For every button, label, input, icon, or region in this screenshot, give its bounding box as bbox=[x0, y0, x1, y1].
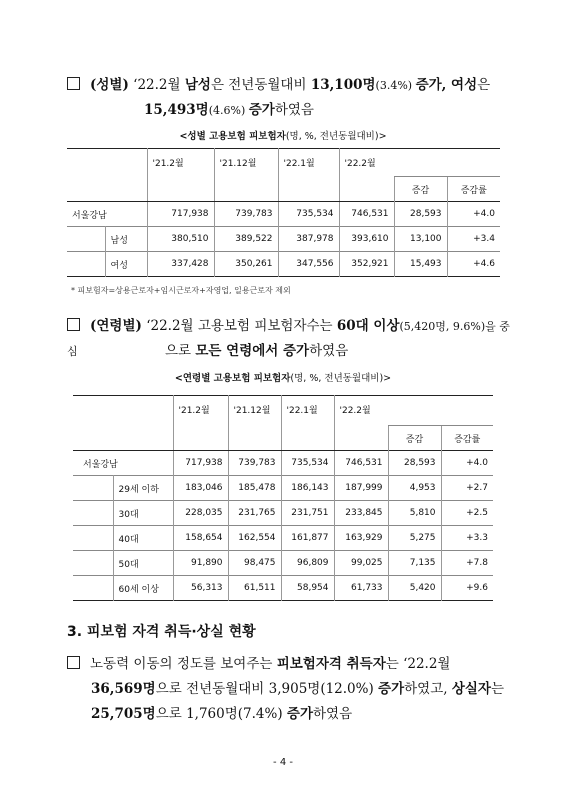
gender-paragraph-line2: 15,493명(4.6%) 증가하였음 bbox=[144, 102, 314, 118]
table-row: 29세 이하 183,046 185,478 186,143 187,999 4,953 +2.7 bbox=[73, 476, 493, 501]
table-footnote: * 피보험자=상용근로자+임시근로자+자영업, 일용근로자 제외 bbox=[71, 286, 291, 295]
age-table-caption: <연령별 고용보험 피보험자(명, %, 전년동월대비)> bbox=[174, 373, 392, 384]
gender-table-caption: <성별 고용보험 피보험자(명, %, 전년동월대비)> bbox=[179, 131, 387, 142]
table-row: 여성 337,428 350,261 347,556 352,921 15,493 +4.6 bbox=[67, 252, 500, 277]
checkbox-square-icon bbox=[67, 77, 80, 90]
table-row: 남성 380,510 389,522 387,978 393,610 13,100 +3.4 bbox=[67, 227, 500, 252]
page-number: - 4 - bbox=[273, 757, 293, 768]
section3-paragraph: 노동력 이동의 정도를 보여주는 피보험자격 취득자는 ‘22.2월 bbox=[67, 652, 512, 677]
table-row: 60세 이상 56,313 61,511 58,954 61,733 5,420 +9.6 bbox=[73, 576, 493, 601]
age-paragraph-line2: 으로 모든 연령에서 증가하였음 bbox=[165, 343, 349, 359]
table-row: 서울강남 717,938 739,783 735,534 746,531 28,593 +4.0 bbox=[67, 202, 500, 227]
table-row: 50대 91,890 98,475 96,809 99,025 7,135 +7.8 bbox=[73, 551, 493, 576]
age-paragraph: (연령별) ‘22.2월 고용보험 피보험자수는 60대 이상(5,420명, 9.6%)을 중심 bbox=[67, 318, 510, 358]
gender-table: '21.2월 '21.12월 '22.1월 '22.2월 증감 증감률 서울강남 717,938 739,783 735,534 746,531 28,593 +4.0 남성 380,510 389,522 387,978 393,610 13,100 +3.4 여성 337,428 350,261 347,556 352,921 15,493 +4.6 bbox=[67, 148, 500, 277]
table-row: 서울강남 717,938 739,783 735,534 746,531 28,593 +4.0 bbox=[73, 451, 493, 476]
age-table: '21.2월 '21.12월 '22.1월 '22.2월 증감 증감률 서울강남 717,938 739,783 735,534 746,531 28,593 +4.0 29세 이하 183,046 185,478 186,143 187,999 4,953 +2.7 30대 228,035 231,765 231,751 233,845 5,810 +2.5 40대 158,654 162,554 161,877 163,929 5,275 +3.3 50대 91,890 98,475 96,809 99,025 7,135 +7.8 60세 이상 56,313 61,511 58,954 61,733 5,420 +9.6 bbox=[73, 395, 493, 601]
checkbox-square-icon bbox=[67, 656, 80, 669]
section3-paragraph-line3: 25,705명으로 1,760명(7.4%) 증가하였음 bbox=[91, 706, 353, 722]
section3-paragraph-line2: 36,569명으로 전년동월대비 3,905명(12.0%) 증가하였고, 상실자는 bbox=[91, 681, 505, 697]
checkbox-square-icon bbox=[67, 318, 80, 331]
table-row: 40대 158,654 162,554 161,877 163,929 5,275 +3.3 bbox=[73, 526, 493, 551]
gender-paragraph: (성별) ‘22.2월 남성은 전년동월대비 13,100명(3.4%) 증가, 여성은 bbox=[67, 73, 507, 98]
table-row: 30대 228,035 231,765 231,751 233,845 5,810 +2.5 bbox=[73, 501, 493, 526]
section-heading: 3. 피보험 자격 취득·상실 현황 bbox=[67, 624, 256, 640]
